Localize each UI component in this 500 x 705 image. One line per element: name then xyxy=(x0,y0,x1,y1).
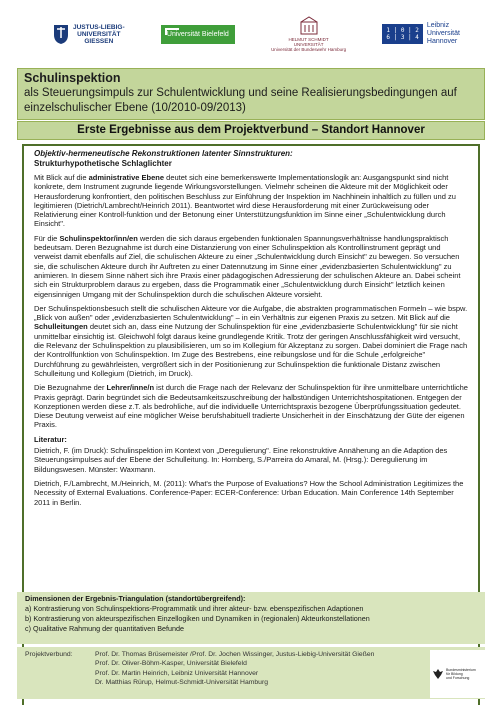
p3-bold: Schulleitungen xyxy=(34,322,88,332)
poster-subtitle: als Steuerungsimpuls zur Schulentwicklung und seine Realisierungsbedingungen auf einzelschulischer Ebene (10/2010-09/2013) xyxy=(24,87,457,114)
p2-bold: Schulinspektor/inn/en xyxy=(59,233,138,243)
triangulation-title: Dimensionen der Ergebnis-Triangulation (standortübergreifend): xyxy=(25,594,246,603)
poster-title: Schulinspektion xyxy=(24,71,121,85)
p2-post: werden die sich daraus ergebenden funktionalen Spannungsverhältnisse handlungspraktisch bedeutsam. Deren Bezugnahme ist durch eine Distanzierung von einer Schulinspektion als Kontrollinstrument geprägt und verweist damit ebenfalls auf Ziel, die schulischen Akteure zu einer „Schulentwicklung durch Einsicht" zu bewegen. So versuchen sie, die schulischen Akteure durch ihr Auftreten zu einer Datennutzung im Sinne einer „evidenzbasierten Schulentwicklung" zu animieren. In diesem Sinne nähert sich ihre Praxis einer pädagogischen Adressierung der schulischen Akteure an. Dabei scheint sich ein Strukturproblem daraus zu ergeben, dass die Programmatik einer „Schulentwicklung durch Einsicht" letztlich keinen eigensinnigen Umgang mit der Schulinspektion durch die schulischen Akteure vorsieht. xyxy=(34,233,461,299)
hannover-logo xyxy=(382,22,460,46)
footer-person: Prof. Dr. Martin Heinrich, Leibniz Universität Hannover xyxy=(95,669,259,677)
bmbf-line-2: für Bildung xyxy=(446,672,463,676)
giessen-line-3: GIESSEN xyxy=(84,37,114,45)
project-footer xyxy=(17,647,485,699)
results-subtitle: Strukturhypothetische Schlaglichter xyxy=(34,159,172,168)
hannover-grid-row-1: 1 | 0 | 2 xyxy=(386,27,419,34)
footer-person: Prof. Dr. Thomas Brüsemeister /Prof. Dr. Jochen Wissinger, Justus-Liebig-Universität Gießen xyxy=(95,651,375,658)
footer-people xyxy=(95,650,477,688)
p4-post: ist durch die Frage nach der Relevanz der Schulinspektion für ihre unmittelbare unterrichtliche Praxis geprägt. Darin begründet sich die Bedeutsamkeitszuschreibung der halbstündigen Unterrichtshospitationen. Entgegen der Konzeptionen werden diese z.T. als bedrohliche, auf die individuelle Unterrichtspraxis bezogene Überprüfungssituation gedeutet. Diese Deutung verweist auf eine möglicher Weise berufshabituell tradierte Unsicherheit in der Einschätzung der Güte der eigenen Praxis. xyxy=(34,383,468,430)
paragraph-school-leaders xyxy=(34,304,470,378)
p1-pre: Mit Blick auf die xyxy=(34,173,89,182)
bmbf-logo xyxy=(430,650,490,698)
p4-bold: Lehrer/inne/n xyxy=(106,383,155,393)
p1-bold: administrative Ebene xyxy=(88,173,165,182)
triangulation-item-a: a) Kontrastierung von Schulinspektions-Programmatik und ihrer akteur- bzw. ebenspezifischen Adaptionen xyxy=(25,604,364,613)
hannover-grid-row-2: 6 | 3 | 4 xyxy=(386,34,419,41)
eagle-icon xyxy=(432,668,444,680)
hsu-line-2: UNIVERSITÄT xyxy=(293,42,324,47)
triangulation-box xyxy=(17,592,485,644)
triangulation-item-b: b) Kontrastierung von akteurspezifischen Einzellogiken und Dynamiken in (regionalen) Akteurkonstellationen xyxy=(25,614,370,623)
paragraph-teachers xyxy=(34,383,470,429)
hsu-emblem-icon xyxy=(298,16,320,36)
giessen-seal-icon xyxy=(52,23,70,45)
giessen-line-1: JUSTUS-LIEBIG- xyxy=(73,23,125,31)
p1-post: deutet sich eine bemerkenswerte Implementationslogik an: Ausgangspunkt sind nicht konkrete, dem Instrument zugrunde liegende Wirkungsvorstellungen. Vielmehr scheinen die Akteure mit der Möglichkeit oder Herausforderung konfrontiert, den politischen Beschluss zur Einführung der Inspektion im Nachhinein inhaltlich zu füllen und zu legitimieren (Dietrich/Lambrecht/Heinrich 2011). Beantwortet wird diese Herausforderung mit einer Zurückweisung oder Relativierung einer Kontroll-funktion und der Betonung einer Unterstützungsfunktion im Sinne einer „Schulentwicklung durch Einsicht". xyxy=(34,173,456,229)
footer-person: Dr. Matthias Rürup, Helmut-Schmidt-Universität Hamburg xyxy=(95,679,268,687)
literature-title: Literatur: xyxy=(34,434,67,444)
paragraph-inspectors xyxy=(34,234,470,299)
bmbf-line-3: und Forschung xyxy=(446,676,470,680)
hsu-line-3: Universität der Bundeswehr Hamburg xyxy=(271,47,347,52)
hannover-line-1: Leibniz xyxy=(426,22,450,29)
literature-entry-1: Dietrich, F. (im Druck): Schulinspektion im Kontext von „Deregulierung". Eine rekonstruktive Annäherung an die Adaption des Steuerungsimpulses auf der Ebene der Schulleitung. In: Hornberg, S./Parreira do Amaral, M. (Hrsg.): Deregulierung im Bildungswesen. Münster: Waxmann. xyxy=(34,446,448,474)
giessen-logo xyxy=(52,23,125,45)
p3-post: deutet sich an, dass eine Nutzung der Schulinspektion für eine „evidenzbasierte Schulentwicklung" für sie nicht unmittelbar einsichtig ist. Gleichwohl folgt daraus keine grundlegende Kritik. Trotz der geringen Anschlussfähigkeit wird versucht, die Relevanz der Schulinspektion zu plausibilisieren, um so im Kollegium für Akzeptanz zu sorgen. Dabei dominiert die Frage nach der Kontrollfunktion von Schulinspektion. Im Zuge des Bestrebens, eine reibungslose und für die Schule „erfolgreiche" Durchführung zu gewährleisten, vergrößert sich in der Positionierung zur Schulinspektion die funktionale Distanz zwischen Schulleitung und Kollegium (Dietrich, im Druck). xyxy=(34,322,468,378)
literature-entry-2: Dietrich, F./Lambrecht, M./Heinrich, M. (2011): What's the Purpose of Evaluations? How the School Administration Legitimizes the Necessity of External Evaluations. Conference-Paper: ECER-Conference: Urban Education. Main Conference 14th September 2011 in Berlin. xyxy=(34,478,464,507)
footer-person: Prof. Dr. Oliver-Böhm-Kasper, Universität Bielefeld xyxy=(95,660,247,668)
results-title: Objektiv-hermeneutische Rekonstruktionen latenter Sinnstrukturen: xyxy=(34,149,293,158)
giessen-line-2: UNIVERSITÄT xyxy=(77,30,121,38)
hsu-logo xyxy=(271,16,346,52)
p4-pre: Die Bezugnahme der xyxy=(34,383,107,393)
hsu-line-1: HELMUT SCHMIDT xyxy=(288,37,329,42)
hannover-line-3: Hannover xyxy=(426,38,458,45)
paragraph-administrative xyxy=(34,173,470,229)
p2-pre: Für die xyxy=(34,233,60,243)
footer-label: Projektverbund: xyxy=(25,651,73,658)
poster-header xyxy=(17,68,485,120)
p3-pre: Der Schulinspektionsbesuch stellt die schulischen Akteure vor die Aufgabe, die abstrakten programmatischen Formeln – wie bspw. „Blick von außen" oder „evidenzbasierten Schulentwicklung" – in ein Verhältnis zur eigenen Praxis zu setzen. Mit Blick auf die xyxy=(34,303,468,323)
bielefeld-logo xyxy=(161,25,235,44)
hannover-logo-grid xyxy=(382,24,423,44)
logo-bar xyxy=(0,0,500,68)
section-heading: Erste Ergebnisse aus dem Projektverbund – Standort Hannover xyxy=(17,121,485,140)
bmbf-line-1: Bundesministerium xyxy=(446,668,476,672)
hannover-line-2: Universität xyxy=(426,30,460,37)
bielefeld-logo-text: Universität Bielefeld xyxy=(166,30,229,38)
triangulation-item-c: c) Qualitative Rahmung der quantitativen Befunde xyxy=(25,624,185,633)
